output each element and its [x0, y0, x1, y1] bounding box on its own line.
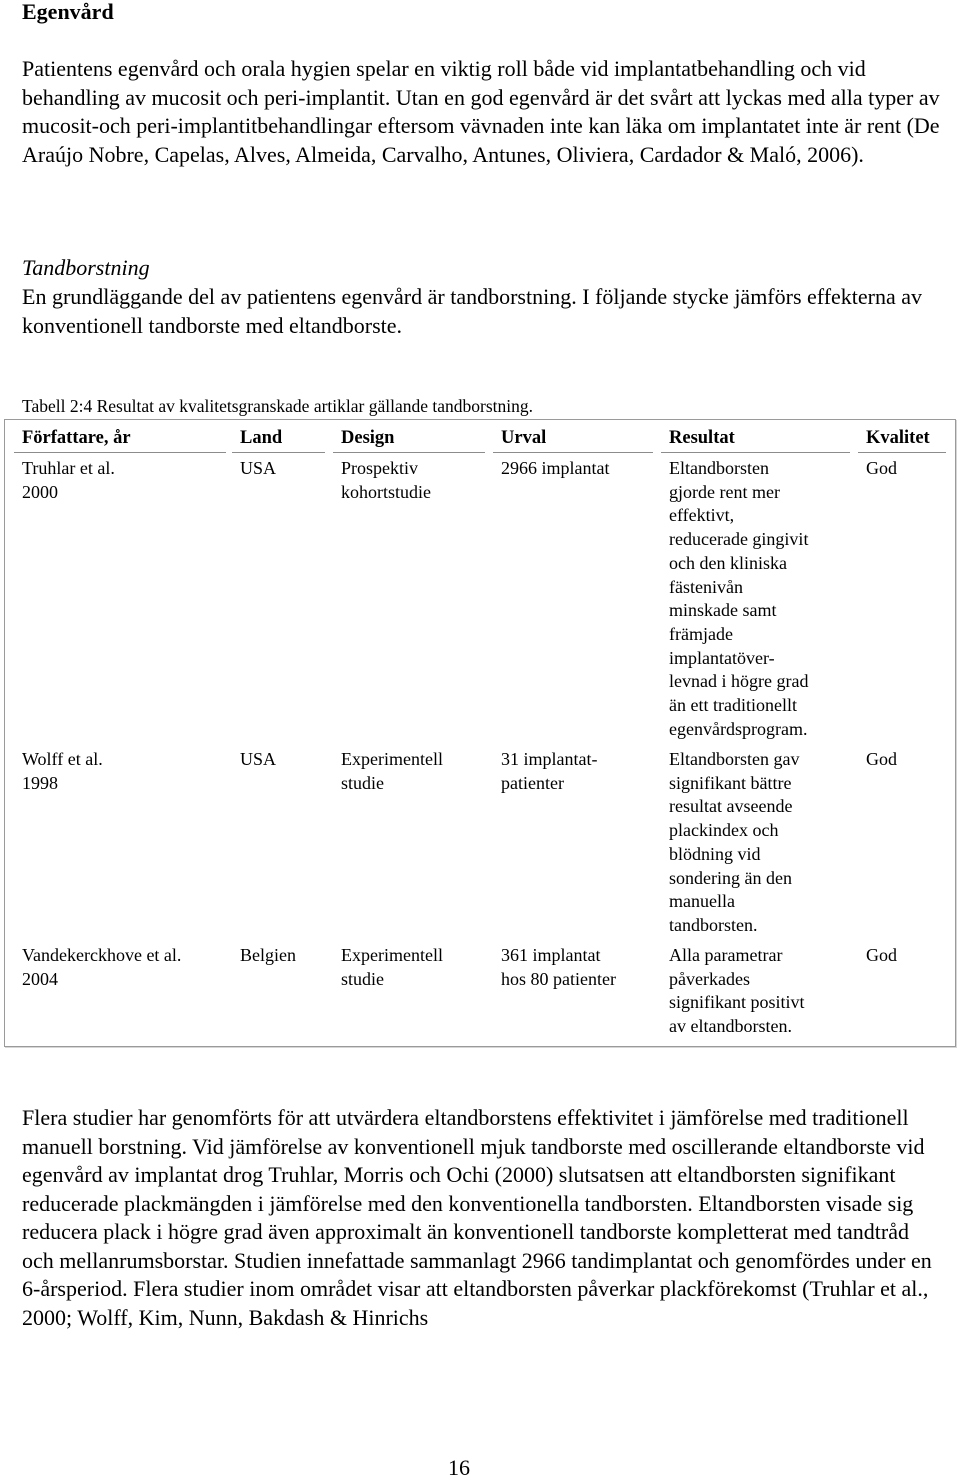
table-header-country: Land	[240, 428, 283, 448]
table-row-2-design: Experimentell studie	[341, 749, 443, 793]
table-row-3-author: Vandekerckhove et al. 2004	[22, 945, 182, 989]
table-row-3-sample: 361 implantat hos 80 patienter	[501, 945, 616, 989]
table-row-2-quality: God	[866, 749, 897, 769]
table-caption: Tabell 2:4 Resultat av kvalitetsgranskade artiklar gällande tandborstning.	[22, 396, 533, 416]
table-row-2-result: Eltandborsten gav signifikant bättre resultat avseende plackindex och blödning vid sondering än den manuella tandborsten.	[669, 749, 800, 935]
table-row-2-country: USA	[240, 749, 277, 769]
header-rule	[232, 452, 325, 453]
subsection-heading: Tandborstning	[22, 255, 150, 280]
table-header-quality: Kvalitet	[866, 428, 930, 448]
table-row-2-sample: 31 implantat- patienter	[501, 749, 598, 793]
table-header-sample: Urval	[501, 428, 547, 448]
table-row-1-sample: 2966 implantat	[501, 458, 610, 478]
table-row-1-country: USA	[240, 458, 277, 478]
table-header-design: Design	[341, 428, 395, 448]
section-heading: Egenvård	[22, 0, 114, 24]
header-rule	[14, 452, 226, 453]
header-rule	[493, 452, 653, 453]
table-row-3-design: Experimentell studie	[341, 945, 443, 989]
discussion-paragraph: Flera studier har genomförts för att utvärdera eltandborstens effektivitet i jämförelse med traditionell manuell borstning. Vid jämförelse av konventionell mjuk tandborste med oscillerande eltandborste vid egenvård av implantat drog Truhlar, Morris och Ochi (2000) slutsatsen att eltandborsten signifikant reducerade plackmängden i jämförelse med den konventionella tandborsten. Eltandborsten visade sig reducera plack i högre grad även approximalt än konventionell tandborste kompletterat med tandtråd och mellanrumsborstar. Studien innefattade sammanlagt 2966 tandimplantat och genomfördes under en 6-årsperiod. Flera studier inom området visar att eltandborsten påverkar plackförekomst (Truhlar et al., 2000; Wolff, Kim, Nunn, Bakdash & Hinrichs	[22, 1105, 932, 1330]
table-row-3-quality: God	[866, 945, 897, 965]
intro-paragraph: Patientens egenvård och orala hygien spelar en viktig roll både vid implantatbehandling och vid behandling av mucosit och peri-implantit. Utan en god egenvård är det svårt att lyckas med alla typer av mucosit-och peri-implantitbehandlingar eftersom vävnaden inte kan läka om implantatet inte är rent (De Araújo Nobre, Capelas, Alves, Almeida, Carvalho, Antunes, Oliviera, Cardador & Maló, 2006).	[22, 56, 940, 167]
tandborstning-paragraph: En grundläggande del av patientens egenvård är tandborstning. I följande stycke jämförs effekterna av konventionell tandborste med eltandborste.	[22, 284, 923, 338]
header-rule	[661, 452, 850, 453]
page-number: 16	[448, 1455, 470, 1480]
table-row-1-design: Prospektiv kohortstudie	[341, 458, 431, 502]
table-header-author: Författare, år	[22, 428, 131, 448]
table-row-1-quality: God	[866, 458, 897, 478]
header-rule	[333, 452, 485, 453]
header-rule	[858, 452, 946, 453]
table-header-result: Resultat	[669, 428, 735, 448]
table-row-2-author: Wolff et al. 1998	[22, 749, 103, 793]
table-row-3-country: Belgien	[240, 945, 296, 965]
table-row-1-result: Eltandborsten gjorde rent mer effektivt, reducerade gingivit och den kliniska fästenivån minskade samt främjade implantatöver- levnad i högre grad än ett traditionellt egenvårdsprogram.	[669, 458, 809, 739]
table-row-1-author: Truhlar et al. 2000	[22, 458, 115, 502]
table-row-3-result: Alla parametrar påverkades signifikant positivt av eltandborsten.	[669, 945, 805, 1037]
